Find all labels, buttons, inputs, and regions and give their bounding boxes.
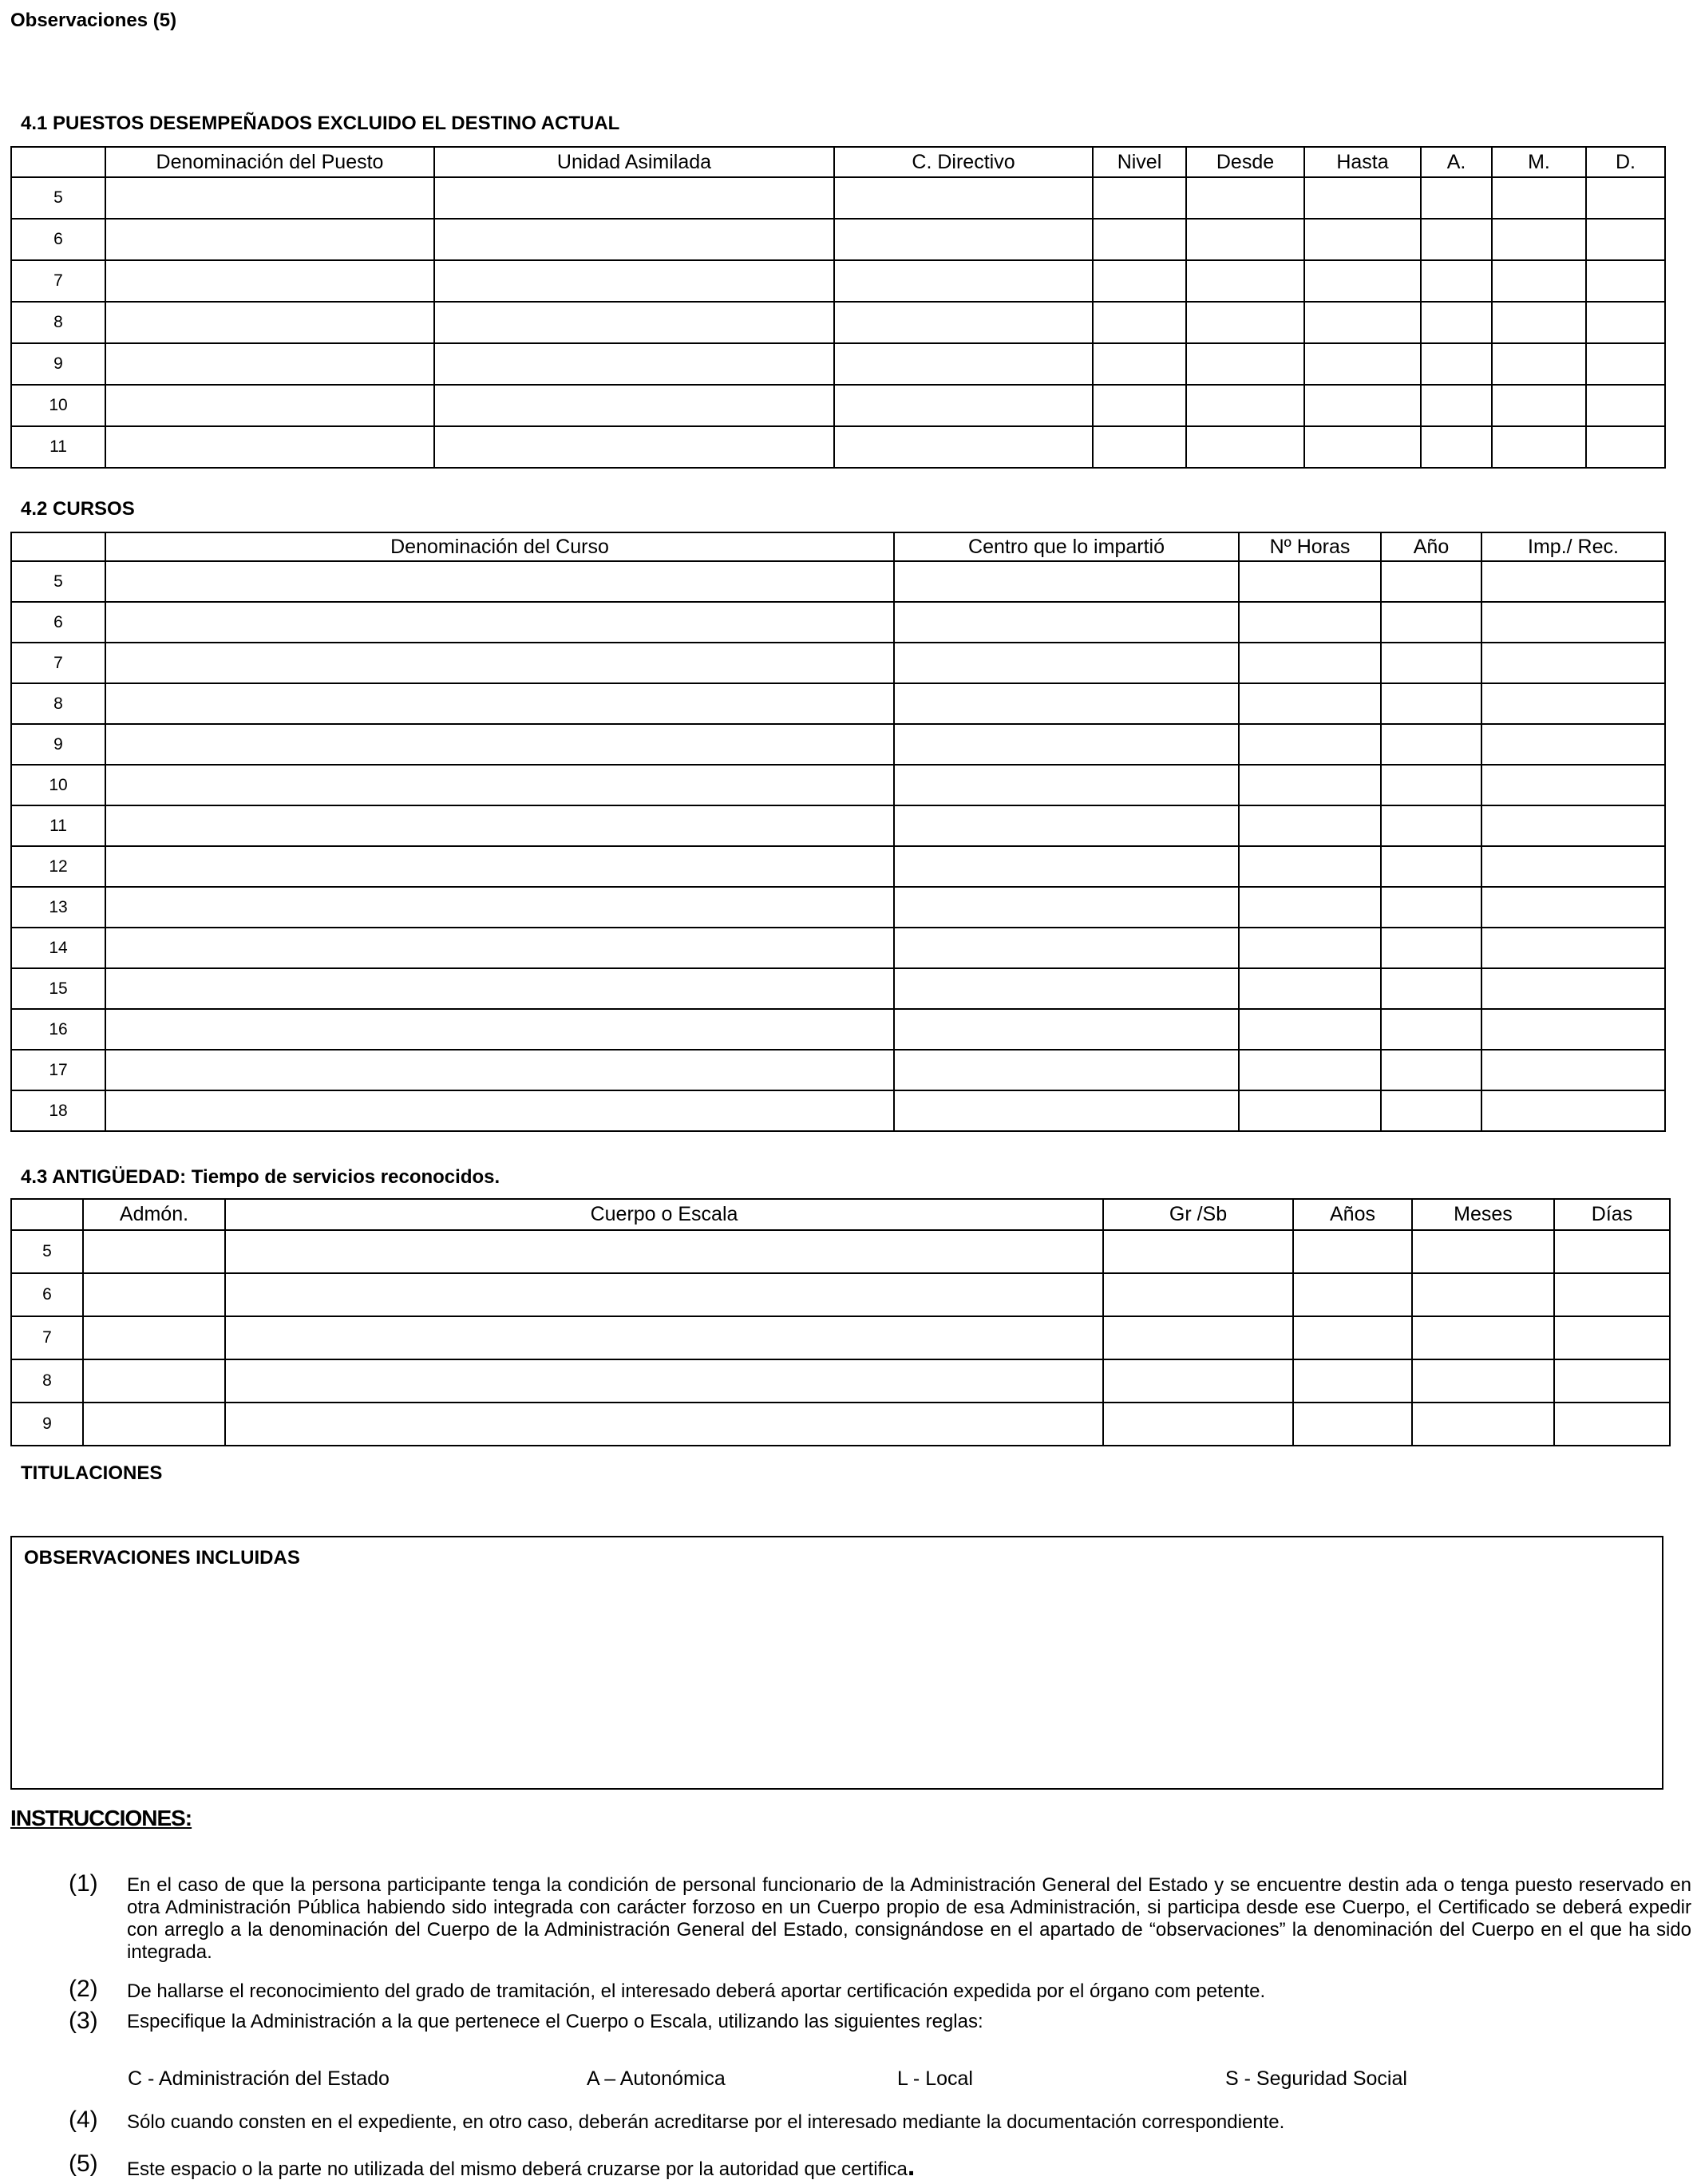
instruction-number: (4) <box>69 2107 98 2133</box>
table-cell[interactable] <box>894 724 1239 765</box>
table-cell[interactable] <box>1481 968 1665 1009</box>
column-header: C. Directivo <box>834 147 1093 177</box>
table-cell[interactable] <box>1093 260 1186 302</box>
table-row <box>11 643 1665 683</box>
row-number: 17 <box>11 1050 105 1090</box>
table-row <box>11 1273 1670 1316</box>
row-number: 13 <box>11 887 105 928</box>
table-cell[interactable] <box>1481 724 1665 765</box>
table-cell[interactable] <box>105 561 894 602</box>
table-cell[interactable] <box>1293 1316 1412 1359</box>
table-cell[interactable] <box>1103 1316 1293 1359</box>
instruction-text <box>127 2151 916 2182</box>
table-row <box>11 1050 1665 1090</box>
table-cell[interactable] <box>83 1230 225 1273</box>
column-header: Cuerpo o Escala <box>225 1199 1103 1230</box>
rule-autonomica: A – Autonómica <box>587 2067 726 2090</box>
table-cell[interactable] <box>105 260 434 302</box>
table-cell[interactable] <box>1381 846 1481 887</box>
table-row <box>11 1009 1665 1050</box>
table-cell[interactable] <box>1381 805 1481 846</box>
table-cell[interactable] <box>1093 343 1186 385</box>
table-row <box>11 1230 1670 1273</box>
table-cell[interactable] <box>434 343 834 385</box>
row-number: 7 <box>11 260 105 302</box>
column-header: Años <box>1293 1199 1412 1230</box>
table-row <box>11 602 1665 643</box>
table-row <box>11 968 1665 1009</box>
row-number: 15 <box>11 968 105 1009</box>
table-row <box>11 683 1665 724</box>
row-number: 10 <box>11 385 105 426</box>
observaciones-incluidas-box[interactable] <box>10 1536 1663 1790</box>
rule-seguridad-social: S - Seguridad Social <box>1225 2067 1407 2090</box>
column-header: Gr /Sb <box>1103 1199 1293 1230</box>
table-cell[interactable] <box>434 302 834 343</box>
instruction-number: (3) <box>69 2008 98 2034</box>
header-blank <box>11 1199 83 1230</box>
column-header: Unidad Asimilada <box>434 147 834 177</box>
table-cell[interactable] <box>105 177 434 219</box>
row-number: 16 <box>11 1009 105 1050</box>
table-cell[interactable] <box>1239 602 1381 643</box>
table-cell[interactable] <box>894 1090 1239 1131</box>
table-cell[interactable] <box>1381 724 1481 765</box>
table-cell[interactable] <box>225 1316 1103 1359</box>
table-cell[interactable] <box>1239 887 1381 928</box>
table-cell[interactable] <box>1304 343 1421 385</box>
table-cell[interactable] <box>1103 1403 1293 1446</box>
table-row <box>11 1316 1670 1359</box>
table-cell[interactable] <box>434 177 834 219</box>
table-row <box>11 219 1665 260</box>
table-row <box>11 724 1665 765</box>
table-cell[interactable] <box>1481 928 1665 968</box>
table-cell[interactable] <box>83 1403 225 1446</box>
table-cell[interactable] <box>1492 302 1586 343</box>
table-cell[interactable] <box>1381 928 1481 968</box>
column-header: Hasta <box>1304 147 1421 177</box>
table-cell[interactable] <box>1293 1273 1412 1316</box>
column-header: D. <box>1586 147 1665 177</box>
table-row <box>11 302 1665 343</box>
table-cell[interactable] <box>1381 561 1481 602</box>
column-header: Imp./ Rec. <box>1481 532 1665 561</box>
column-header: Denominación del Curso <box>105 532 894 561</box>
table-cell[interactable] <box>1586 219 1665 260</box>
table-cell[interactable] <box>1186 426 1304 468</box>
table-cell[interactable] <box>1481 643 1665 683</box>
table-cell[interactable] <box>1492 219 1586 260</box>
instruction-text: En el caso de que la persona participante tenga la condición de personal funcionario de la Administración General del Estado y se encuentre destin ada o tenga puesto reservado en otra Administración Pública habiendo sido integrada con carácter forzoso en un Cuerpo propio de esa Administración, si participa desde ese Cuerpo, el Certificado se deberá expedir con arreglo a la denominación del Cuerpo de la Administración General del Estado, consignándose en el apartado de “observaciones” la denominación del Cuerpo en el que ha sido integrada. <box>127 1874 1691 1963</box>
table-cell[interactable] <box>1492 177 1586 219</box>
table-cell[interactable] <box>1186 177 1304 219</box>
table-row <box>11 260 1665 302</box>
table-cell[interactable] <box>894 561 1239 602</box>
row-number: 11 <box>11 805 105 846</box>
table-cell[interactable] <box>1586 426 1665 468</box>
table-cell[interactable] <box>1421 177 1492 219</box>
table-cell[interactable] <box>225 1230 1103 1273</box>
table-cell[interactable] <box>1304 302 1421 343</box>
row-number: 5 <box>11 561 105 602</box>
row-number: 5 <box>11 177 105 219</box>
section-41-title: 4.1 PUESTOS DESEMPEÑADOS EXCLUIDO EL DESTINO ACTUAL <box>21 113 620 134</box>
table-cell[interactable] <box>1412 1359 1554 1403</box>
table-cell[interactable] <box>1492 260 1586 302</box>
table-header-row <box>11 532 1665 561</box>
table-cell[interactable] <box>894 765 1239 805</box>
table-row <box>11 177 1665 219</box>
table-cell[interactable] <box>105 968 894 1009</box>
puestos-table <box>10 146 1666 469</box>
table-cell[interactable] <box>1481 887 1665 928</box>
table-cell[interactable] <box>1293 1403 1412 1446</box>
table-cell[interactable] <box>105 928 894 968</box>
table-cell[interactable] <box>1481 683 1665 724</box>
table-cell[interactable] <box>434 260 834 302</box>
instruction-number: (1) <box>69 1870 98 1897</box>
table-cell[interactable] <box>1381 1050 1481 1090</box>
table-cell[interactable] <box>1239 1050 1381 1090</box>
header-blank <box>11 147 105 177</box>
row-number: 12 <box>11 846 105 887</box>
table-cell[interactable] <box>1492 426 1586 468</box>
table-cell[interactable] <box>105 846 894 887</box>
row-number: 7 <box>11 643 105 683</box>
table-cell[interactable] <box>105 887 894 928</box>
table-cell[interactable] <box>1186 260 1304 302</box>
table-cell[interactable] <box>1554 1230 1670 1273</box>
table-row <box>11 928 1665 968</box>
observaciones-incluidas-label: OBSERVACIONES INCLUIDAS <box>24 1547 300 1569</box>
table-cell[interactable] <box>434 426 834 468</box>
row-number: 5 <box>11 1230 83 1273</box>
table-cell[interactable] <box>1304 260 1421 302</box>
table-cell[interactable] <box>1239 1009 1381 1050</box>
table-cell[interactable] <box>105 1009 894 1050</box>
row-number: 9 <box>11 724 105 765</box>
table-cell[interactable] <box>894 968 1239 1009</box>
table-cell[interactable] <box>1239 724 1381 765</box>
column-header: Centro que lo impartió <box>894 532 1239 561</box>
table-cell[interactable] <box>1412 1403 1554 1446</box>
row-number: 7 <box>11 1316 83 1359</box>
table-cell[interactable] <box>1239 846 1381 887</box>
table-cell[interactable] <box>1304 385 1421 426</box>
table-cell[interactable] <box>83 1273 225 1316</box>
table-cell[interactable] <box>834 260 1093 302</box>
table-cell[interactable] <box>105 302 434 343</box>
table-cell[interactable] <box>1293 1359 1412 1403</box>
page-title: Observaciones (5) <box>10 10 177 31</box>
table-cell[interactable] <box>1412 1273 1554 1316</box>
table-cell[interactable] <box>834 426 1093 468</box>
row-number: 9 <box>11 343 105 385</box>
table-cell[interactable] <box>1239 968 1381 1009</box>
table-header-row <box>11 147 1665 177</box>
column-header: Nivel <box>1093 147 1186 177</box>
table-row <box>11 887 1665 928</box>
table-cell[interactable] <box>1381 683 1481 724</box>
table-cell[interactable] <box>1421 219 1492 260</box>
table-cell[interactable] <box>1381 765 1481 805</box>
table-cell[interactable] <box>105 385 434 426</box>
table-cell[interactable] <box>83 1316 225 1359</box>
table-cell[interactable] <box>105 765 894 805</box>
column-header: Denominación del Puesto <box>105 147 434 177</box>
column-header: Días <box>1554 1199 1670 1230</box>
table-cell[interactable] <box>225 1403 1103 1446</box>
column-header: Admón. <box>83 1199 225 1230</box>
column-header: Año <box>1381 532 1481 561</box>
table-cell[interactable] <box>1093 426 1186 468</box>
table-cell[interactable] <box>1492 343 1586 385</box>
table-cell[interactable] <box>834 302 1093 343</box>
cursos-table <box>10 532 1666 1132</box>
instrucciones-title: INSTRUCCIONES: <box>10 1806 192 1830</box>
table-cell[interactable] <box>83 1359 225 1403</box>
table-cell[interactable] <box>1586 260 1665 302</box>
row-number: 8 <box>11 1359 83 1403</box>
table-row <box>11 343 1665 385</box>
table-cell[interactable] <box>1304 177 1421 219</box>
table-cell[interactable] <box>894 846 1239 887</box>
table-cell[interactable] <box>894 805 1239 846</box>
table-cell[interactable] <box>1481 1009 1665 1050</box>
table-cell[interactable] <box>1481 846 1665 887</box>
table-cell[interactable] <box>225 1273 1103 1316</box>
table-cell[interactable] <box>1481 765 1665 805</box>
titulaciones-label: TITULACIONES <box>21 1462 163 1484</box>
table-cell[interactable] <box>894 1009 1239 1050</box>
table-cell[interactable] <box>1421 426 1492 468</box>
table-cell[interactable] <box>894 602 1239 643</box>
table-cell[interactable] <box>1421 302 1492 343</box>
column-header: Nº Horas <box>1239 532 1381 561</box>
table-cell[interactable] <box>894 928 1239 968</box>
table-row <box>11 1359 1670 1403</box>
table-cell[interactable] <box>1586 385 1665 426</box>
column-header: M. <box>1492 147 1586 177</box>
table-cell[interactable] <box>1304 219 1421 260</box>
table-cell[interactable] <box>1554 1316 1670 1359</box>
rule-local: L - Local <box>897 2067 973 2090</box>
table-cell[interactable] <box>1481 805 1665 846</box>
row-number: 6 <box>11 1273 83 1316</box>
table-cell[interactable] <box>1093 177 1186 219</box>
table-cell[interactable] <box>1239 765 1381 805</box>
table-cell[interactable] <box>434 219 834 260</box>
table-cell[interactable] <box>105 343 434 385</box>
table-cell[interactable] <box>1239 683 1381 724</box>
table-cell[interactable] <box>105 602 894 643</box>
final-dot: . <box>907 2151 916 2182</box>
table-cell[interactable] <box>1103 1359 1293 1403</box>
table-cell[interactable] <box>1381 887 1481 928</box>
table-cell[interactable] <box>894 887 1239 928</box>
table-cell[interactable] <box>1381 1009 1481 1050</box>
table-cell[interactable] <box>1381 602 1481 643</box>
table-cell[interactable] <box>1093 219 1186 260</box>
table-cell[interactable] <box>105 643 894 683</box>
instruction-text: Especifique la Administración a la que pertenece el Cuerpo o Escala, utilizando las siguientes reglas: <box>127 2011 983 2032</box>
instruction-text-body: Este espacio o la parte no utilizada del mismo deberá cruzarse por la autoridad que certifica <box>127 2158 908 2180</box>
antiguedad-table <box>10 1198 1671 1446</box>
table-cell[interactable] <box>105 1050 894 1090</box>
row-number: 11 <box>11 426 105 468</box>
column-header: Desde <box>1186 147 1304 177</box>
table-cell[interactable] <box>894 1050 1239 1090</box>
table-cell[interactable] <box>1239 561 1381 602</box>
table-cell[interactable] <box>834 343 1093 385</box>
table-cell[interactable] <box>1103 1230 1293 1273</box>
table-cell[interactable] <box>1421 385 1492 426</box>
table-cell[interactable] <box>1421 260 1492 302</box>
table-cell[interactable] <box>1239 1090 1381 1131</box>
table-cell[interactable] <box>1186 343 1304 385</box>
table-cell[interactable] <box>834 385 1093 426</box>
table-cell[interactable] <box>1093 302 1186 343</box>
row-number: 8 <box>11 683 105 724</box>
table-row <box>11 561 1665 602</box>
table-cell[interactable] <box>1381 968 1481 1009</box>
table-row <box>11 805 1665 846</box>
column-header: Meses <box>1412 1199 1554 1230</box>
table-cell[interactable] <box>894 643 1239 683</box>
instruction-number: (2) <box>69 1976 98 2002</box>
instruction-text: Sólo cuando consten en el expediente, en otro caso, deberán acreditarse por el interesado mediante la documentación correspondiente. <box>127 2111 1285 2133</box>
table-cell[interactable] <box>1481 602 1665 643</box>
table-cell[interactable] <box>1381 1090 1481 1131</box>
table-cell[interactable] <box>1554 1273 1670 1316</box>
table-cell[interactable] <box>1492 385 1586 426</box>
table-row <box>11 765 1665 805</box>
row-number: 6 <box>11 219 105 260</box>
table-cell[interactable] <box>1586 343 1665 385</box>
table-cell[interactable] <box>225 1359 1103 1403</box>
table-cell[interactable] <box>834 219 1093 260</box>
table-cell[interactable] <box>1421 343 1492 385</box>
section-42-title: 4.2 CURSOS <box>21 498 135 520</box>
table-row <box>11 1090 1665 1131</box>
table-cell[interactable] <box>1412 1316 1554 1359</box>
table-cell[interactable] <box>105 219 434 260</box>
table-cell[interactable] <box>1186 385 1304 426</box>
table-cell[interactable] <box>1239 805 1381 846</box>
table-cell[interactable] <box>1481 1050 1665 1090</box>
row-number: 6 <box>11 602 105 643</box>
table-cell[interactable] <box>1554 1403 1670 1446</box>
table-header-row <box>11 1199 1670 1230</box>
table-cell[interactable] <box>1239 643 1381 683</box>
table-cell[interactable] <box>105 1090 894 1131</box>
table-cell[interactable] <box>1381 643 1481 683</box>
table-cell[interactable] <box>1093 385 1186 426</box>
table-row <box>11 846 1665 887</box>
table-cell[interactable] <box>1239 928 1381 968</box>
row-number: 8 <box>11 302 105 343</box>
table-cell[interactable] <box>1412 1230 1554 1273</box>
table-cell[interactable] <box>1103 1273 1293 1316</box>
table-row <box>11 426 1665 468</box>
column-header: A. <box>1421 147 1492 177</box>
table-cell[interactable] <box>1186 219 1304 260</box>
table-cell[interactable] <box>434 385 834 426</box>
table-cell[interactable] <box>1481 561 1665 602</box>
table-cell[interactable] <box>1586 177 1665 219</box>
table-cell[interactable] <box>1293 1230 1412 1273</box>
row-number: 10 <box>11 765 105 805</box>
table-cell[interactable] <box>894 683 1239 724</box>
section-43-title: 4.3 ANTIGÜEDAD: Tiempo de servicios reconocidos. <box>21 1166 500 1188</box>
instruction-text: De hallarse el reconocimiento del grado de tramitación, el interesado deberá aportar certificación expedida por el órgano com petente. <box>127 1980 1266 2002</box>
row-number: 14 <box>11 928 105 968</box>
table-cell[interactable] <box>105 683 894 724</box>
table-cell[interactable] <box>1481 1090 1665 1131</box>
table-cell[interactable] <box>105 426 434 468</box>
table-cell[interactable] <box>1304 426 1421 468</box>
header-blank <box>11 532 105 561</box>
table-cell[interactable] <box>105 724 894 765</box>
rule-estado: C - Administración del Estado <box>128 2067 390 2090</box>
table-row <box>11 385 1665 426</box>
table-row <box>11 1403 1670 1446</box>
table-cell[interactable] <box>105 805 894 846</box>
row-number: 18 <box>11 1090 105 1131</box>
table-cell[interactable] <box>1186 302 1304 343</box>
table-cell[interactable] <box>1586 302 1665 343</box>
table-cell[interactable] <box>1554 1359 1670 1403</box>
instruction-number: (5) <box>69 2150 98 2177</box>
table-cell[interactable] <box>834 177 1093 219</box>
row-number: 9 <box>11 1403 83 1446</box>
